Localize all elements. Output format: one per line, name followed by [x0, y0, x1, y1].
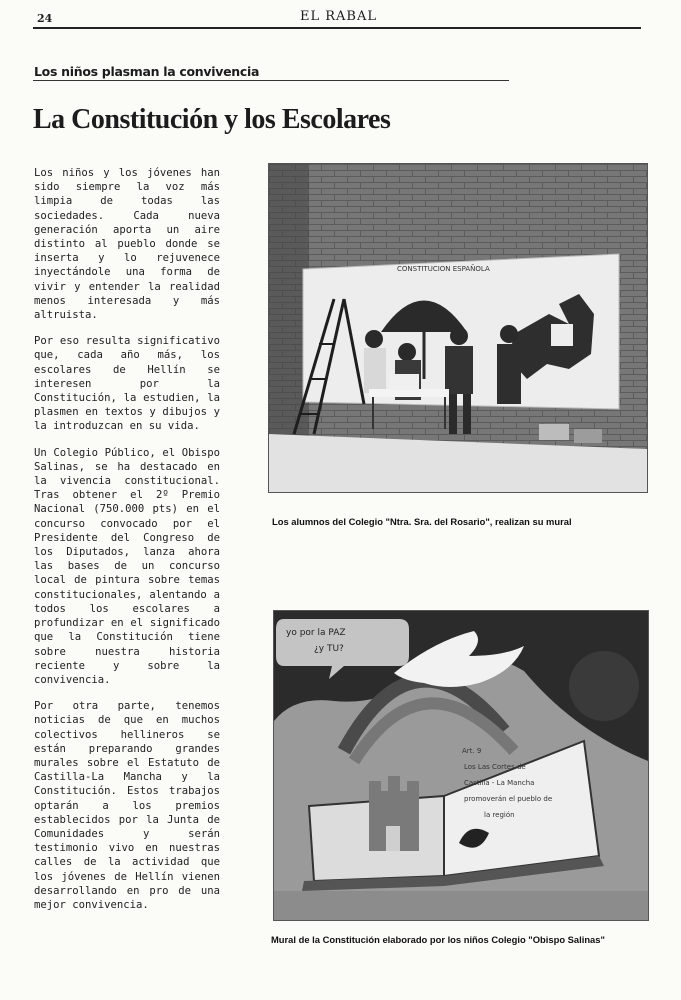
article-paragraph: Los niños y los jóvenes han sido siempre la voz más limpia de todas las sociedades. Cada nueva generación aporta un aire distinto al pueblo donde se inserta y lo rejuvenece inyectándole una forma de vivir y entender la realidad menos interesada y más altruista.: [34, 167, 220, 322]
svg-text:yo por la PAZ: yo por la PAZ: [286, 628, 346, 638]
mural-photo-obispo-salinas: [273, 610, 649, 921]
svg-text:CONSTITUCION ESPAÑOLA: CONSTITUCION ESPAÑOLA: [397, 265, 490, 273]
page-number: 24: [37, 12, 53, 25]
article-paragraph: Por otra parte, tenemos noticias de que en muchos colectivos hellineros se están preparando grandes murales sobre el Estatuto de Castilla-La Mancha y la Constitución. Estos trabajos optarán a los premios establecidos por la Junta de Comunidades y serán testimonio vivo en nuestras calles de la actividad que los jóvenes de Hellín vienen desarrollando en pro de una mejor convivencia.: [34, 700, 220, 911]
mural-photo-rosario: [268, 163, 648, 493]
article-headline: La Constitución y los Escolares: [33, 104, 391, 135]
photo-caption: Mural de la Constitución elaborado por los niños Colegio "Obispo Salinas": [271, 934, 605, 945]
publication-title: EL RABAL: [300, 9, 378, 24]
article-body: [34, 166, 220, 924]
svg-text:¿y TU?: ¿y TU?: [314, 644, 344, 654]
article-kicker: Los niños plasman la convivencia: [34, 64, 260, 79]
book-text: Los Las Cortes de: [464, 763, 526, 771]
photo-caption: Los alumnos del Colegio "Ntra. Sra. del Rosario", realizan su mural: [272, 516, 572, 527]
header-rule: [33, 27, 641, 29]
article-paragraph: Por eso resulta significativo que, cada año más, los escolares de Hellín se interesen por la Constitución, la estudien, la plasmen en textos y dibujos y la introduzcan en su vida.: [34, 335, 220, 433]
book-text: Art. 9: [462, 747, 482, 755]
article-paragraph: Un Colegio Público, el Obispo Salinas, se ha destacado en la vivencia constitucional. Tras obtener el 2º Premio Nacional (750.000 pts) en el concurso convocado por el Presidente del Congreso de los Diputados, lanza ahora las bases de un concurso local de pintura sobre temas constitucionales, alentando a todos los escolares a profundizar en el significado que la Constitución tiene sobre nuestra historia reciente y sobre la convivencia.: [34, 446, 220, 686]
book-text: Castilla - La Mancha: [464, 779, 535, 787]
kicker-rule: [33, 80, 509, 81]
book-text: la región: [484, 811, 515, 819]
book-text: promoverán el pueblo de: [464, 795, 553, 803]
